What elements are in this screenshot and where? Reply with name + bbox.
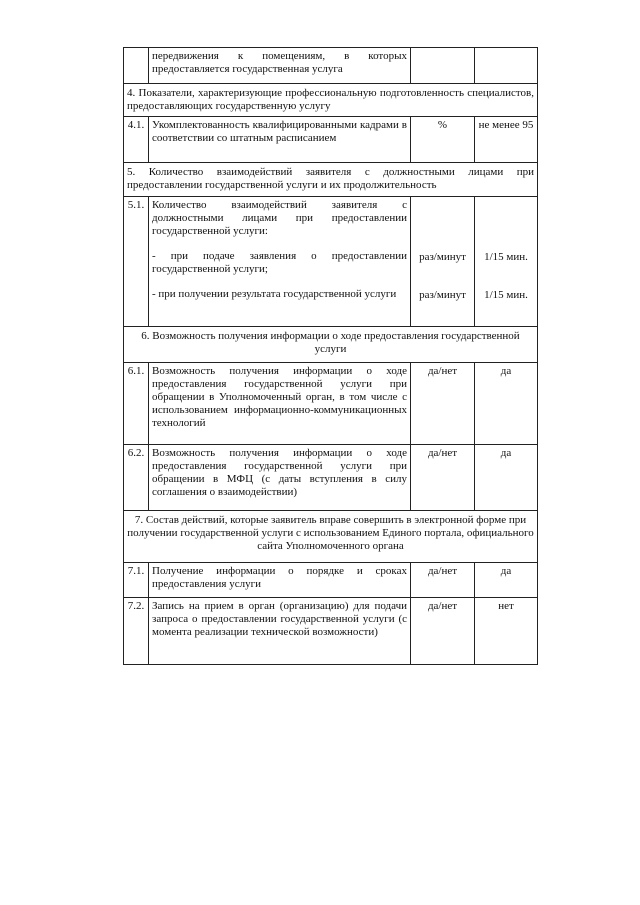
row-number <box>124 48 149 84</box>
row-description-intro: Количество взаимодействий заявителя с должностными лицами при предоставлении государственной услуги: <box>152 199 407 237</box>
row-unit: да/нет <box>411 445 475 511</box>
row-description: Возможность получения информации о ходе предоставления государственной услуги при обращении в МФЦ (с даты вступления в силу соглашения о взаимодействии) <box>149 445 411 511</box>
row-number: 6.2. <box>124 445 149 511</box>
row-unit-submission: раз/минут <box>419 251 466 263</box>
row-description: Укомплектованность квалифицированными кадрами в соответствии со штатным расписанием <box>149 117 411 163</box>
row-value-result: 1/15 мин. <box>484 289 528 301</box>
section-heading: 7. Состав действий, которые заявитель вправе совершить в электронной форме при получении государственной услуги с использованием Единого портала, официального сайта Уполномоченного органа <box>124 511 538 563</box>
row-unit: да/нет <box>411 598 475 665</box>
section-row <box>124 84 538 117</box>
row-number: 4.1. <box>124 117 149 163</box>
row-unit: да/нет <box>411 563 475 598</box>
row-description: Запись на прием в орган (организацию) для подачи запроса о предоставлении государственной услуги (с момента реализации технической возможности) <box>149 598 411 665</box>
row-value: нет <box>475 598 538 665</box>
section-heading: 4. Показатели, характеризующие профессиональную подготовленность специалистов, предоставляющих государственную услугу <box>124 84 538 117</box>
table-row <box>124 48 538 84</box>
section-heading: 6. Возможность получения информации о ходе предоставления государственной услуги <box>124 327 538 363</box>
row-description: Получение информации о порядке и сроках предоставления услуги <box>149 563 411 598</box>
table-row <box>124 563 538 598</box>
row-number: 7.2. <box>124 598 149 665</box>
row-unit: да/нет <box>411 363 475 445</box>
row-unit: % <box>411 117 475 163</box>
row-value: да <box>475 445 538 511</box>
row-description-result: - при получении результата государственной услуги <box>152 288 397 300</box>
section-row <box>124 163 538 197</box>
row-description: Возможность получения информации о ходе предоставления государственной услуги при обращении в Уполномоченный орган, в том числе с использованием информационно-коммуникационных технологий <box>149 363 411 445</box>
table-row <box>124 363 538 445</box>
row-value: не менее 95 <box>475 117 538 163</box>
row-number: 7.1. <box>124 563 149 598</box>
row-value-submission: 1/15 мин. <box>484 251 528 263</box>
row-value: да <box>475 363 538 445</box>
row-number: 6.1. <box>124 363 149 445</box>
row-value <box>475 48 538 84</box>
section-heading: 5. Количество взаимодействий заявителя с должностными лицами при предоставлении государственной услуги и их продолжительность <box>124 163 538 197</box>
indicators-table <box>123 47 538 665</box>
row-unit <box>411 48 475 84</box>
section-row <box>124 327 538 363</box>
row-number: 5.1. <box>124 197 149 327</box>
row-description-submission: - при подаче заявления о предоставлении государственной услуги; <box>152 250 407 275</box>
table-row <box>124 445 538 511</box>
row-value <box>475 197 538 327</box>
row-description: передвижения к помещениям, в которых предоставляется государственная услуга <box>149 48 411 84</box>
section-row <box>124 511 538 563</box>
row-unit-result: раз/минут <box>419 289 466 301</box>
table-row <box>124 598 538 665</box>
row-unit <box>411 197 475 327</box>
table-row <box>124 197 538 327</box>
table-row <box>124 117 538 163</box>
row-value: да <box>475 563 538 598</box>
row-description <box>149 197 411 327</box>
